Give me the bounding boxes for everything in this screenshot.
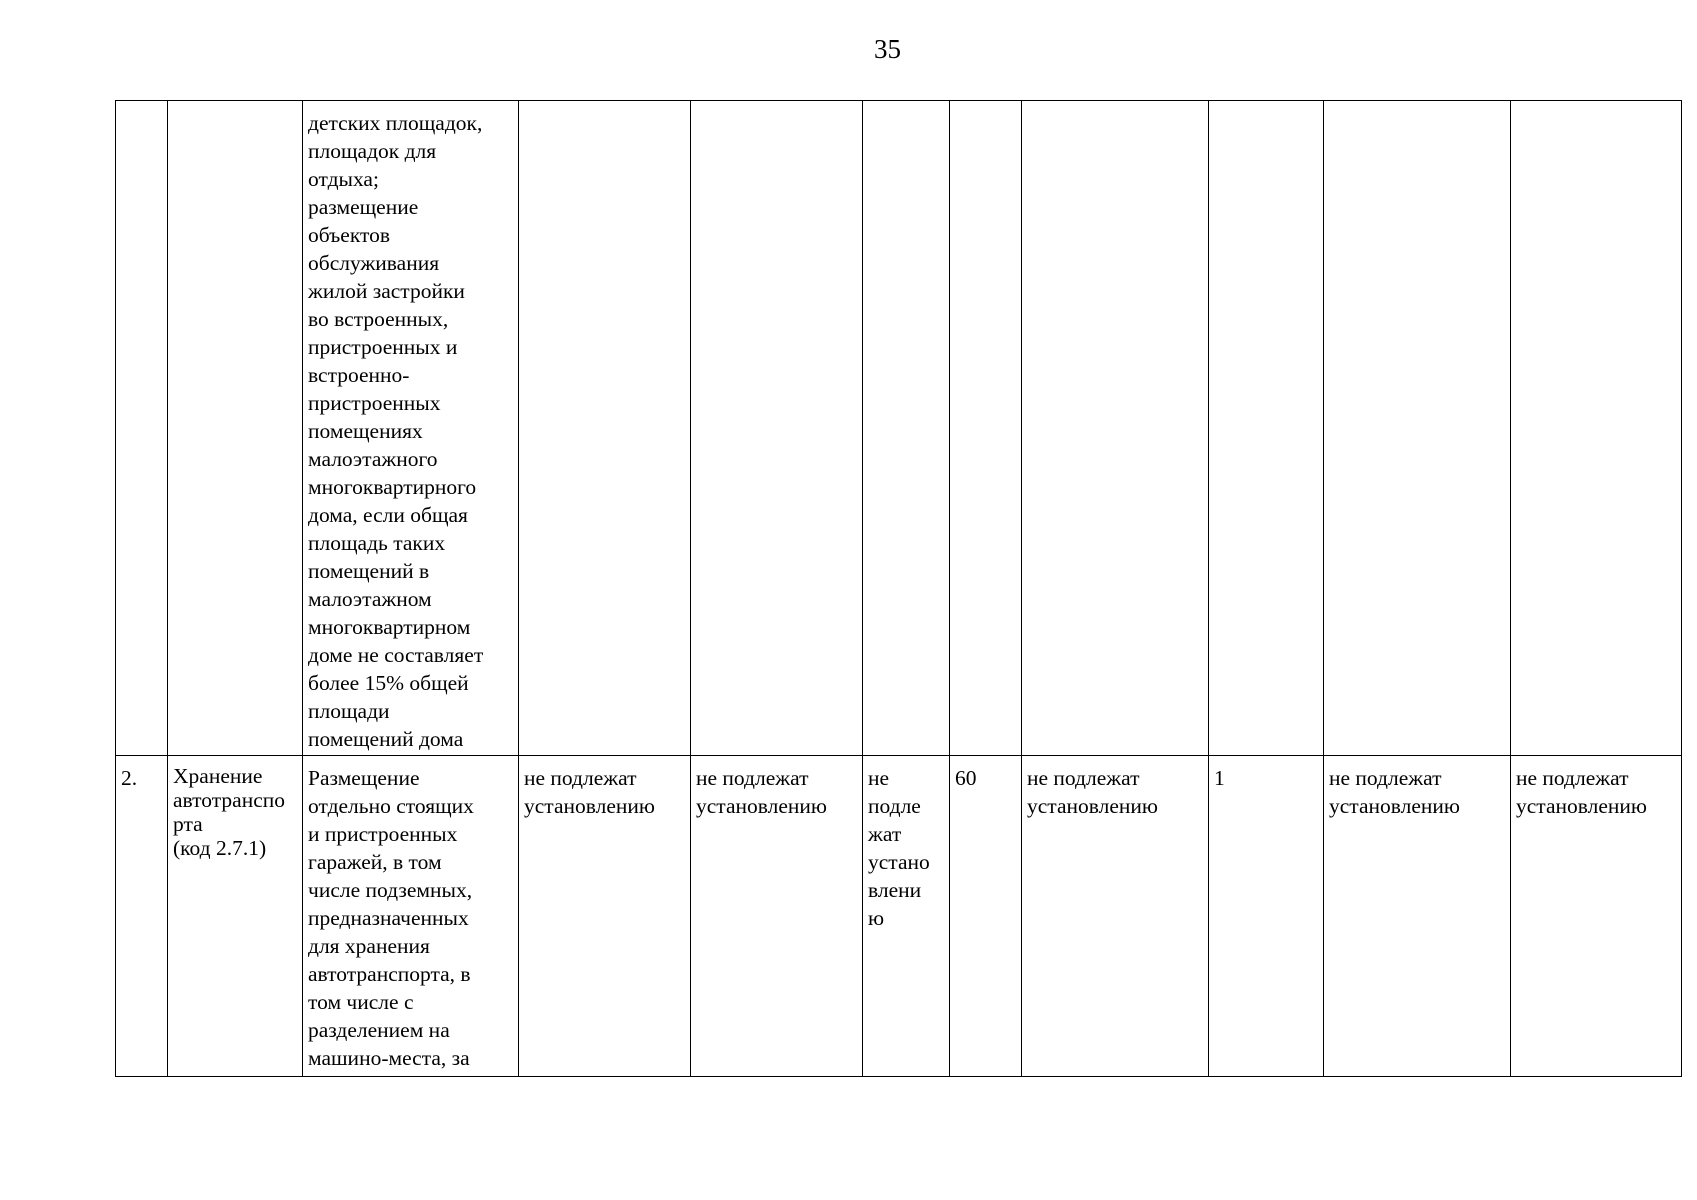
cell-col10	[1324, 756, 1511, 1077]
cell-col9	[1209, 756, 1324, 1077]
cell-col6	[863, 756, 950, 1077]
col8-value: не подлежат установлению	[1027, 766, 1158, 818]
text-line: детских площадок,	[308, 111, 483, 135]
text-line: многоквартирном	[308, 615, 471, 639]
cell-col11	[1511, 101, 1682, 756]
cell-number	[116, 101, 168, 756]
text-line: обслуживания	[308, 251, 440, 275]
cell-col6	[863, 101, 950, 756]
col11-value: не подлежат установлению	[1516, 766, 1647, 818]
cell-col7	[950, 101, 1022, 756]
description-text	[308, 109, 513, 753]
description-text	[308, 764, 513, 1072]
text-line: размещение	[308, 195, 419, 219]
text-line: предназначенных	[308, 906, 469, 930]
text-line: многоквартирного	[308, 475, 477, 499]
cell-col8	[1022, 101, 1209, 756]
cell-col4	[519, 101, 691, 756]
text-line: устано	[868, 850, 930, 874]
cell-name	[168, 756, 303, 1077]
text-line: во встроенных,	[308, 307, 449, 331]
text-line: гаражей, в том	[308, 850, 442, 874]
text-line: объектов	[308, 223, 390, 247]
text-line: машино-места, за	[308, 1046, 470, 1070]
text-line: доме не составляет	[308, 643, 484, 667]
page-number: 35	[874, 34, 901, 64]
cell-col9	[1209, 101, 1324, 756]
text-line: помещений дома	[308, 727, 464, 751]
cell-col11	[1511, 756, 1682, 1077]
text-line: помещений в	[308, 559, 430, 583]
cell-col8	[1022, 756, 1209, 1077]
text-line: встроенно-	[308, 363, 410, 387]
text-line: для хранения	[308, 934, 430, 958]
row-number: 2.	[121, 766, 138, 790]
col5-value: не подлежат установлению	[696, 766, 827, 818]
table-row-continued	[116, 101, 1682, 756]
text-line: автотранспо	[173, 788, 285, 812]
text-line: том числе с	[308, 990, 414, 1014]
text-line: малоэтажном	[308, 587, 432, 611]
text-line: разделением на	[308, 1018, 450, 1042]
text-line: рта	[173, 812, 203, 836]
cell-col10	[1324, 101, 1511, 756]
col6-value	[868, 764, 944, 932]
text-line: дома, если общая	[308, 503, 468, 527]
text-line: площади	[308, 699, 390, 723]
text-line: и пристроенных	[308, 822, 458, 846]
text-line: площадь таких	[308, 531, 446, 555]
cell-description	[303, 756, 519, 1077]
text-line: (код 2.7.1)	[173, 836, 267, 860]
cell-col5	[691, 101, 863, 756]
text-line: Размещение	[308, 766, 420, 790]
cell-description	[303, 101, 519, 756]
zoning-regulations-table	[115, 100, 1682, 1077]
text-line: ю	[868, 906, 885, 930]
text-line: пристроенных и	[308, 335, 458, 359]
text-line: жилой застройки	[308, 279, 465, 303]
text-line: подле	[868, 794, 921, 818]
col10-value: не подлежат установлению	[1329, 766, 1460, 818]
cell-col5	[691, 756, 863, 1077]
use-name-text	[173, 764, 297, 860]
text-line: не	[868, 766, 890, 790]
text-line: автотранспорта, в	[308, 962, 471, 986]
col9-value: 1	[1214, 766, 1225, 790]
table-row-2	[116, 756, 1682, 1077]
cell-col7	[950, 756, 1022, 1077]
text-line: отдельно стоящих	[308, 794, 474, 818]
text-line: Хранение	[173, 764, 263, 788]
text-line: жат	[868, 822, 902, 846]
text-line: более 15% общей	[308, 671, 469, 695]
col7-value: 60	[955, 766, 977, 790]
text-line: площадок для	[308, 139, 437, 163]
cell-number	[116, 756, 168, 1077]
text-line: отдыха;	[308, 167, 379, 191]
cell-col4	[519, 756, 691, 1077]
text-line: числе подземных,	[308, 878, 473, 902]
text-line: малоэтажного	[308, 447, 438, 471]
col4-value: не подлежат установлению	[524, 766, 655, 818]
text-line: помещениях	[308, 419, 423, 443]
text-line: пристроенных	[308, 391, 441, 415]
text-line: влени	[868, 878, 922, 902]
cell-name	[168, 101, 303, 756]
